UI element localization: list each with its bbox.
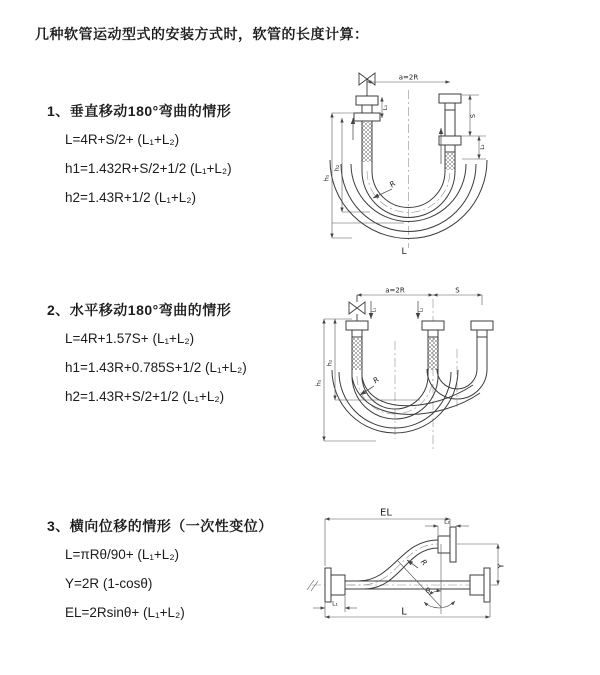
- dim-label-h2: h₂: [333, 164, 341, 172]
- dim-label-el: EL: [380, 507, 392, 519]
- angle-label: θ: [425, 587, 431, 595]
- radius-label: R: [418, 557, 430, 568]
- section-3-formulas: [65, 540, 312, 627]
- dim-label-a2r: a=2R: [398, 73, 419, 82]
- section-1: [47, 101, 312, 212]
- dimension-lines: [324, 295, 482, 441]
- length-label: L: [401, 606, 407, 618]
- diagram-1-drawing: [308, 66, 588, 258]
- dim-label-l2: L₂: [444, 518, 450, 526]
- section-2: [47, 300, 312, 411]
- formula-line: L=πRθ/90+ (L₁+L₂): [65, 547, 180, 562]
- break-mark: [307, 580, 318, 591]
- dim-label-h1: h₁: [314, 379, 323, 387]
- braid-hatch: [446, 153, 455, 170]
- dim-label-s: S: [455, 286, 460, 295]
- formula-line: h1=1.432R+S/2+1/2 (L₁+L₂): [65, 161, 232, 176]
- formula-line: L=4R+1.57S+ (L₁+L₂): [65, 331, 195, 346]
- dim-label-l1: L₁: [371, 307, 378, 313]
- formula-line: h2=1.43R+S/2+1/2 (L₁+L₂): [65, 389, 225, 404]
- hose-s-curve: [358, 540, 438, 589]
- braid-hatch: [353, 338, 362, 370]
- length-label: L: [401, 247, 407, 257]
- flanges: [325, 527, 490, 602]
- dim-label-l2: L₂: [418, 307, 425, 313]
- dim-label-l1: L₁: [332, 600, 338, 608]
- diagram-vertical-180-bend: [308, 66, 588, 258]
- fittings: [346, 321, 493, 337]
- section-3: [47, 516, 312, 627]
- hose-bend-arcs: [332, 369, 487, 433]
- dim-label-h2: h₂: [325, 359, 334, 367]
- formula-line: h1=1.43R+0.785S+1/2 (L₁+L₂): [65, 360, 247, 375]
- valve-icon: [349, 295, 365, 321]
- diagram-2-drawing: [308, 281, 598, 459]
- section-2-heading: 2、水平移动180°弯曲的情形: [47, 302, 232, 318]
- dim-label-h1: h₁: [322, 174, 331, 182]
- formula-line: h2=1.43R+1/2 (L₁+L₂): [65, 190, 197, 205]
- valve-icon: [359, 73, 375, 96]
- braid-hatch: [363, 122, 372, 162]
- radius-label: R: [371, 374, 381, 386]
- section-1-formulas: [65, 125, 312, 212]
- dimension-labels: [332, 508, 505, 618]
- hose-legs: [352, 337, 487, 376]
- formula-line: L=4R+S/2+ (L₁+L₂): [65, 132, 180, 147]
- section-3-heading: 3、横向位移的情形（一次性变位）: [47, 518, 273, 534]
- diagram-lateral-displacement: [298, 498, 598, 660]
- dim-label-y: Y: [496, 563, 506, 569]
- formula-line: Y=2R (1-cosθ): [65, 576, 153, 591]
- dimension-lines: [313, 519, 498, 617]
- formula-line: EL=2Rsinθ+ (L₁+L₂): [65, 605, 185, 620]
- diagram-horizontal-180-bend: [308, 281, 598, 459]
- diagram-3-drawing: [298, 498, 598, 660]
- section-2-formulas: [65, 324, 312, 411]
- braid-hatch: [429, 338, 438, 370]
- section-1-heading: 1、垂直移动180°弯曲的情形: [47, 103, 232, 119]
- dim-label-l1: L₁: [383, 104, 389, 111]
- dim-label-s: S: [469, 113, 477, 119]
- construction-lines: [398, 544, 455, 614]
- dimension-lines: [332, 82, 486, 238]
- dim-label-l2: L₂: [480, 144, 486, 150]
- dim-label-a2r: a=2R: [385, 286, 405, 295]
- radius-label: R: [387, 178, 398, 190]
- page-title: 几种软管运动型式的安装方式时，软管的长度计算：: [35, 26, 369, 42]
